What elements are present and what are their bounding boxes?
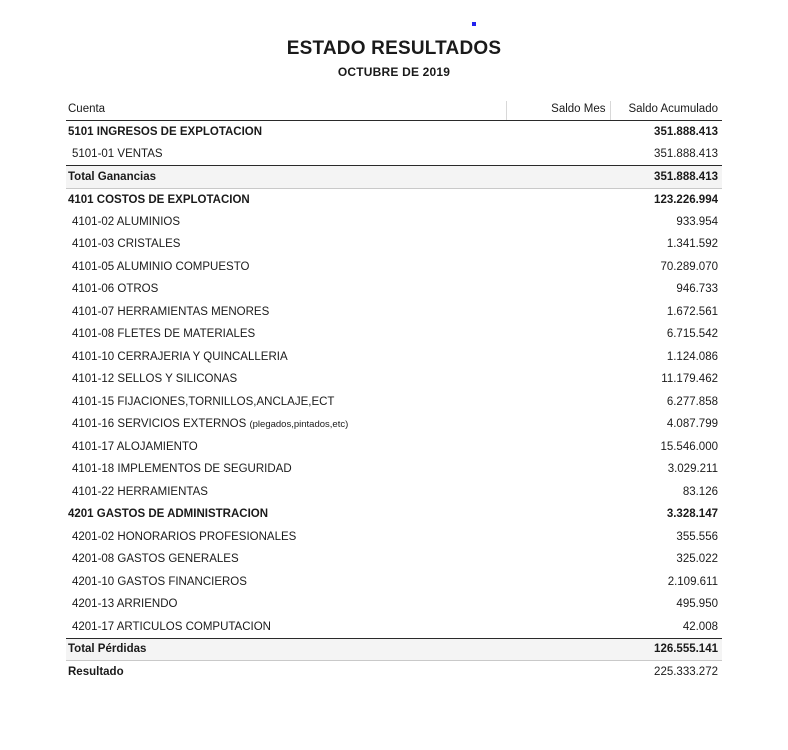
cell-month-balance bbox=[506, 638, 610, 661]
cell-accumulated-balance: 495.950 bbox=[676, 598, 718, 611]
cell-account bbox=[66, 188, 506, 211]
table-row bbox=[66, 503, 722, 526]
account-label: 5101 INGRESOS DE EXPLOTACION bbox=[68, 126, 263, 138]
account-label: 4201-17 ARTICULOS COMPUTACION bbox=[72, 620, 271, 633]
table-row bbox=[66, 526, 722, 549]
account-label: 4101-16 SERVICIOS EXTERNOS bbox=[72, 418, 250, 431]
account-note: (plegados,pintados,etc) bbox=[249, 419, 349, 431]
cell-accumulated-balance: 325.022 bbox=[676, 553, 718, 566]
cell-account bbox=[66, 413, 506, 436]
table-row bbox=[66, 323, 722, 346]
cell-account bbox=[66, 661, 506, 684]
cell-account bbox=[66, 616, 506, 639]
table-row bbox=[66, 301, 722, 324]
table-row bbox=[66, 436, 722, 459]
cell-month-balance bbox=[506, 256, 610, 279]
account-label: 4201-10 GASTOS FINANCIEROS bbox=[72, 575, 247, 588]
account-label: 4101-02 ALUMINIOS bbox=[72, 215, 181, 228]
table-header-row bbox=[66, 101, 722, 121]
cell-account bbox=[66, 503, 506, 526]
cell-accumulated-balance: 351.888.413 bbox=[654, 148, 718, 160]
table-row bbox=[66, 391, 722, 414]
cell-month-balance bbox=[506, 301, 610, 324]
cell-accumulated-balance: 42.008 bbox=[682, 620, 718, 633]
cell-accumulated-balance: 2.109.611 bbox=[667, 575, 718, 588]
cell-account bbox=[66, 638, 506, 661]
account-label: 5101-01 VENTAS bbox=[72, 148, 163, 160]
account-label: 4101-18 IMPLEMENTOS DE SEGURIDAD bbox=[72, 463, 292, 476]
column-header-accumulated-balance: Saldo Acumulado bbox=[610, 101, 722, 121]
table-row bbox=[66, 548, 722, 571]
cell-account bbox=[66, 391, 506, 414]
account-label: 4201-08 GASTOS GENERALES bbox=[72, 553, 239, 566]
account-label: 4101 COSTOS DE EXPLOTACION bbox=[68, 193, 250, 206]
cell-month-balance bbox=[506, 233, 610, 256]
cell-month-balance bbox=[506, 458, 610, 481]
cell-account bbox=[66, 458, 506, 481]
cell-account bbox=[66, 436, 506, 459]
cell-account bbox=[66, 548, 506, 571]
cell-account bbox=[66, 571, 506, 594]
cell-month-balance bbox=[506, 436, 610, 459]
income-statement-table bbox=[66, 101, 722, 683]
table-row bbox=[66, 458, 722, 481]
cell-accumulated-balance: 126.555.141 bbox=[610, 638, 722, 661]
cell-month-balance bbox=[506, 526, 610, 549]
table-row bbox=[66, 661, 722, 684]
cell-account bbox=[66, 278, 506, 301]
table-row bbox=[66, 638, 722, 661]
cell-month-balance bbox=[506, 391, 610, 414]
cell-account bbox=[66, 346, 506, 369]
cell-accumulated-balance: 6.715.542 bbox=[666, 328, 718, 341]
cell-account bbox=[66, 143, 506, 166]
column-header-month-balance: Saldo Mes bbox=[506, 101, 610, 121]
cell-month-balance bbox=[506, 413, 610, 436]
blue-dot-icon bbox=[472, 22, 476, 26]
table-row bbox=[66, 256, 722, 279]
cell-account bbox=[66, 211, 506, 234]
cell-month-balance bbox=[506, 481, 610, 504]
page-subtitle: OCTUBRE DE 2019 bbox=[337, 65, 451, 79]
cell-accumulated-balance: 6.277.858 bbox=[666, 395, 718, 408]
cell-month-balance bbox=[506, 323, 610, 346]
cell-account bbox=[66, 323, 506, 346]
account-label: 4101-08 FLETES DE MATERIALES bbox=[72, 328, 256, 341]
cell-accumulated-balance: 1.672.561 bbox=[666, 305, 718, 318]
cell-accumulated-balance: 83.126 bbox=[682, 485, 718, 498]
account-label: 4101-12 SELLOS Y SILICONAS bbox=[72, 373, 238, 386]
table-row bbox=[66, 616, 722, 639]
table-row bbox=[66, 233, 722, 256]
title-block bbox=[0, 0, 788, 80]
cell-account bbox=[66, 233, 506, 256]
cell-accumulated-balance: 933.954 bbox=[676, 215, 718, 228]
account-label: 4101-10 CERRAJERIA Y QUINCALLERIA bbox=[72, 350, 288, 363]
account-label: 4101-07 HERRAMIENTAS MENORES bbox=[72, 305, 270, 318]
cell-month-balance bbox=[506, 571, 610, 594]
account-label: 4201 GASTOS DE ADMINISTRACION bbox=[68, 508, 269, 521]
cell-month-balance bbox=[506, 121, 610, 144]
cell-account bbox=[66, 368, 506, 391]
cell-account bbox=[66, 481, 506, 504]
cell-month-balance bbox=[506, 346, 610, 369]
table-row bbox=[66, 346, 722, 369]
table-row bbox=[66, 593, 722, 616]
account-label: 4201-13 ARRIENDO bbox=[72, 598, 178, 611]
report-table-container bbox=[66, 101, 722, 683]
cell-accumulated-balance: 351.888.413 bbox=[610, 166, 722, 189]
cell-accumulated-balance: 11.179.462 bbox=[661, 373, 718, 386]
cell-month-balance bbox=[506, 211, 610, 234]
cell-month-balance bbox=[506, 188, 610, 211]
table-row bbox=[66, 121, 722, 144]
cell-accumulated-balance: 3.328.147 bbox=[666, 508, 718, 521]
table-row bbox=[66, 211, 722, 234]
cell-accumulated-balance: 3.029.211 bbox=[667, 463, 718, 476]
cell-accumulated-balance: 1.341.592 bbox=[666, 238, 718, 251]
account-label: 4201-02 HONORARIOS PROFESIONALES bbox=[72, 530, 297, 543]
cell-month-balance bbox=[506, 278, 610, 301]
cell-account bbox=[66, 121, 506, 144]
column-header-account: Cuenta bbox=[66, 101, 506, 121]
table-row bbox=[66, 143, 722, 166]
table-row bbox=[66, 481, 722, 504]
table-body bbox=[66, 121, 722, 684]
account-label: 4101-15 FIJACIONES,TORNILLOS,ANCLAJE,ECT bbox=[72, 395, 335, 408]
cell-accumulated-balance: 225.333.272 bbox=[610, 661, 722, 684]
cell-accumulated-balance: 70.289.070 bbox=[660, 260, 718, 273]
cell-account bbox=[66, 593, 506, 616]
account-label: Total Pérdidas bbox=[68, 643, 147, 656]
cell-accumulated-balance: 15.546.000 bbox=[660, 440, 718, 453]
cell-accumulated-balance: 351.888.413 bbox=[654, 126, 718, 138]
table-header bbox=[66, 101, 722, 121]
table-row bbox=[66, 571, 722, 594]
cell-accumulated-balance: 1.124.086 bbox=[666, 350, 718, 363]
account-label: 4101-22 HERRAMIENTAS bbox=[72, 485, 208, 498]
cell-month-balance bbox=[506, 368, 610, 391]
cell-month-balance bbox=[506, 616, 610, 639]
cell-account bbox=[66, 526, 506, 549]
account-label: Total Ganancias bbox=[68, 170, 156, 183]
cell-accumulated-balance: 946.733 bbox=[676, 283, 718, 296]
cell-month-balance bbox=[506, 143, 610, 166]
cell-month-balance bbox=[506, 503, 610, 526]
cell-accumulated-balance: 4.087.799 bbox=[666, 418, 718, 431]
cell-month-balance bbox=[506, 548, 610, 571]
account-label: Resultado bbox=[68, 666, 124, 678]
table-row bbox=[66, 413, 722, 436]
cell-accumulated-balance: 355.556 bbox=[676, 530, 718, 543]
account-label: 4101-17 ALOJAMIENTO bbox=[72, 440, 198, 453]
cell-account bbox=[66, 301, 506, 324]
cell-account bbox=[66, 256, 506, 279]
table-row bbox=[66, 278, 722, 301]
cell-month-balance bbox=[506, 661, 610, 684]
account-label: 4101-06 OTROS bbox=[72, 283, 159, 296]
page-title: ESTADO RESULTADOS bbox=[286, 38, 502, 59]
account-label: 4101-05 ALUMINIO COMPUESTO bbox=[72, 260, 250, 273]
account-label: 4101-03 CRISTALES bbox=[72, 238, 181, 251]
cell-accumulated-balance: 123.226.994 bbox=[654, 193, 718, 206]
table-row bbox=[66, 368, 722, 391]
cell-month-balance bbox=[506, 166, 610, 189]
table-row bbox=[66, 188, 722, 211]
cell-month-balance bbox=[506, 593, 610, 616]
table-row bbox=[66, 166, 722, 189]
cell-account bbox=[66, 166, 506, 189]
